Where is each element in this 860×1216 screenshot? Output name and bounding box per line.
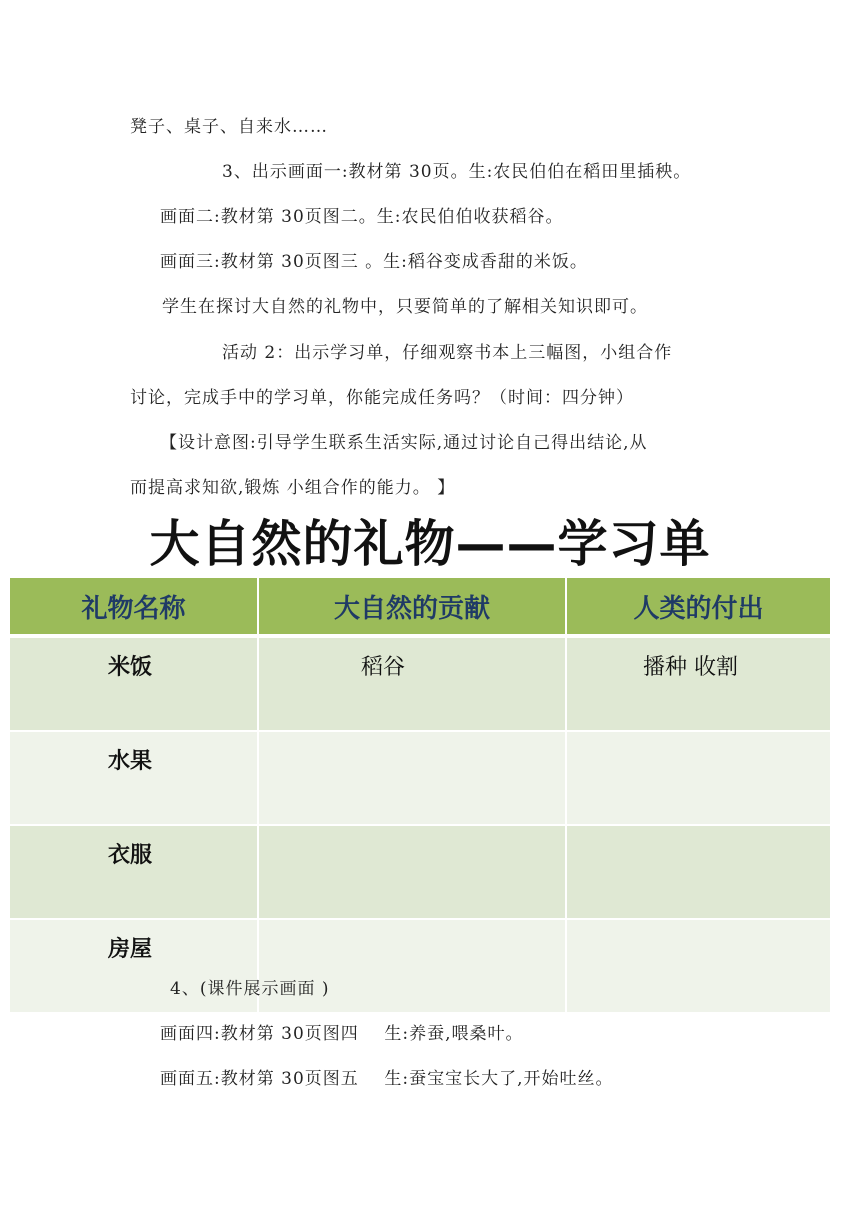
cell-gift-name: 衣服 — [10, 826, 259, 920]
text-line-5: 学生在探讨大自然的礼物中，只要简单的了解相关知识即可。 — [162, 297, 648, 317]
text-line-2: 3、出示画面一:教材第 30页。生:农民伯伯在稻田里插秧。 — [222, 162, 692, 182]
text-line-11: 画面四:教材第 30页图四 生:养蚕,喂桑叶。 — [160, 1024, 524, 1044]
header-gift-name: 礼物名称 — [10, 578, 259, 638]
cell-human — [567, 732, 830, 826]
text-line-4: 画面三:教材第 30页图三 。生:稻谷变成香甜的米饭。 — [160, 252, 588, 272]
table-row — [10, 826, 830, 920]
header-nature-contribution: 大自然的贡献 — [259, 578, 567, 638]
cell-gift-name: 房屋 — [10, 920, 259, 1014]
text-line-3: 画面二:教材第 30页图二。生:农民伯伯收获稻谷。 — [160, 207, 564, 227]
cell-gift-name: 水果 — [10, 732, 259, 826]
table-header-row — [10, 578, 830, 638]
cell-human — [567, 826, 830, 920]
text-line-8: 【设计意图:引导学生联系生活实际,通过讨论自己得出结论,从 — [160, 433, 648, 453]
header-human-effort: 人类的付出 — [567, 578, 830, 638]
text-line-12: 画面五:教材第 30页图五 生:蚕宝宝长大了,开始吐丝。 — [160, 1069, 614, 1089]
cell-gift-name: 米饭 — [10, 638, 259, 732]
text-line-9: 而提高求知欲,锻炼 小组合作的能力。 】 — [130, 478, 456, 498]
text-line-10: 4、(课件展示画面 ) — [170, 979, 330, 999]
worksheet-title: 大自然的礼物——学习单 — [149, 515, 711, 573]
worksheet-table — [10, 578, 830, 1014]
text-line-1: 凳子、桌子、自来水…… — [130, 117, 328, 137]
text-line-6: 活动 2：出示学习单，仔细观察书本上三幅图，小组合作 — [222, 343, 673, 363]
cell-human — [567, 920, 830, 1014]
cell-nature — [259, 732, 567, 826]
cell-nature: 稻谷 — [259, 638, 567, 732]
text-line-7: 讨论，完成手中的学习单，你能完成任务吗？（时间：四分钟） — [130, 388, 634, 408]
table-row — [10, 732, 830, 826]
table-row — [10, 920, 830, 1014]
table-row — [10, 638, 830, 732]
cell-nature — [259, 826, 567, 920]
cell-human: 播种 收割 — [567, 638, 830, 732]
